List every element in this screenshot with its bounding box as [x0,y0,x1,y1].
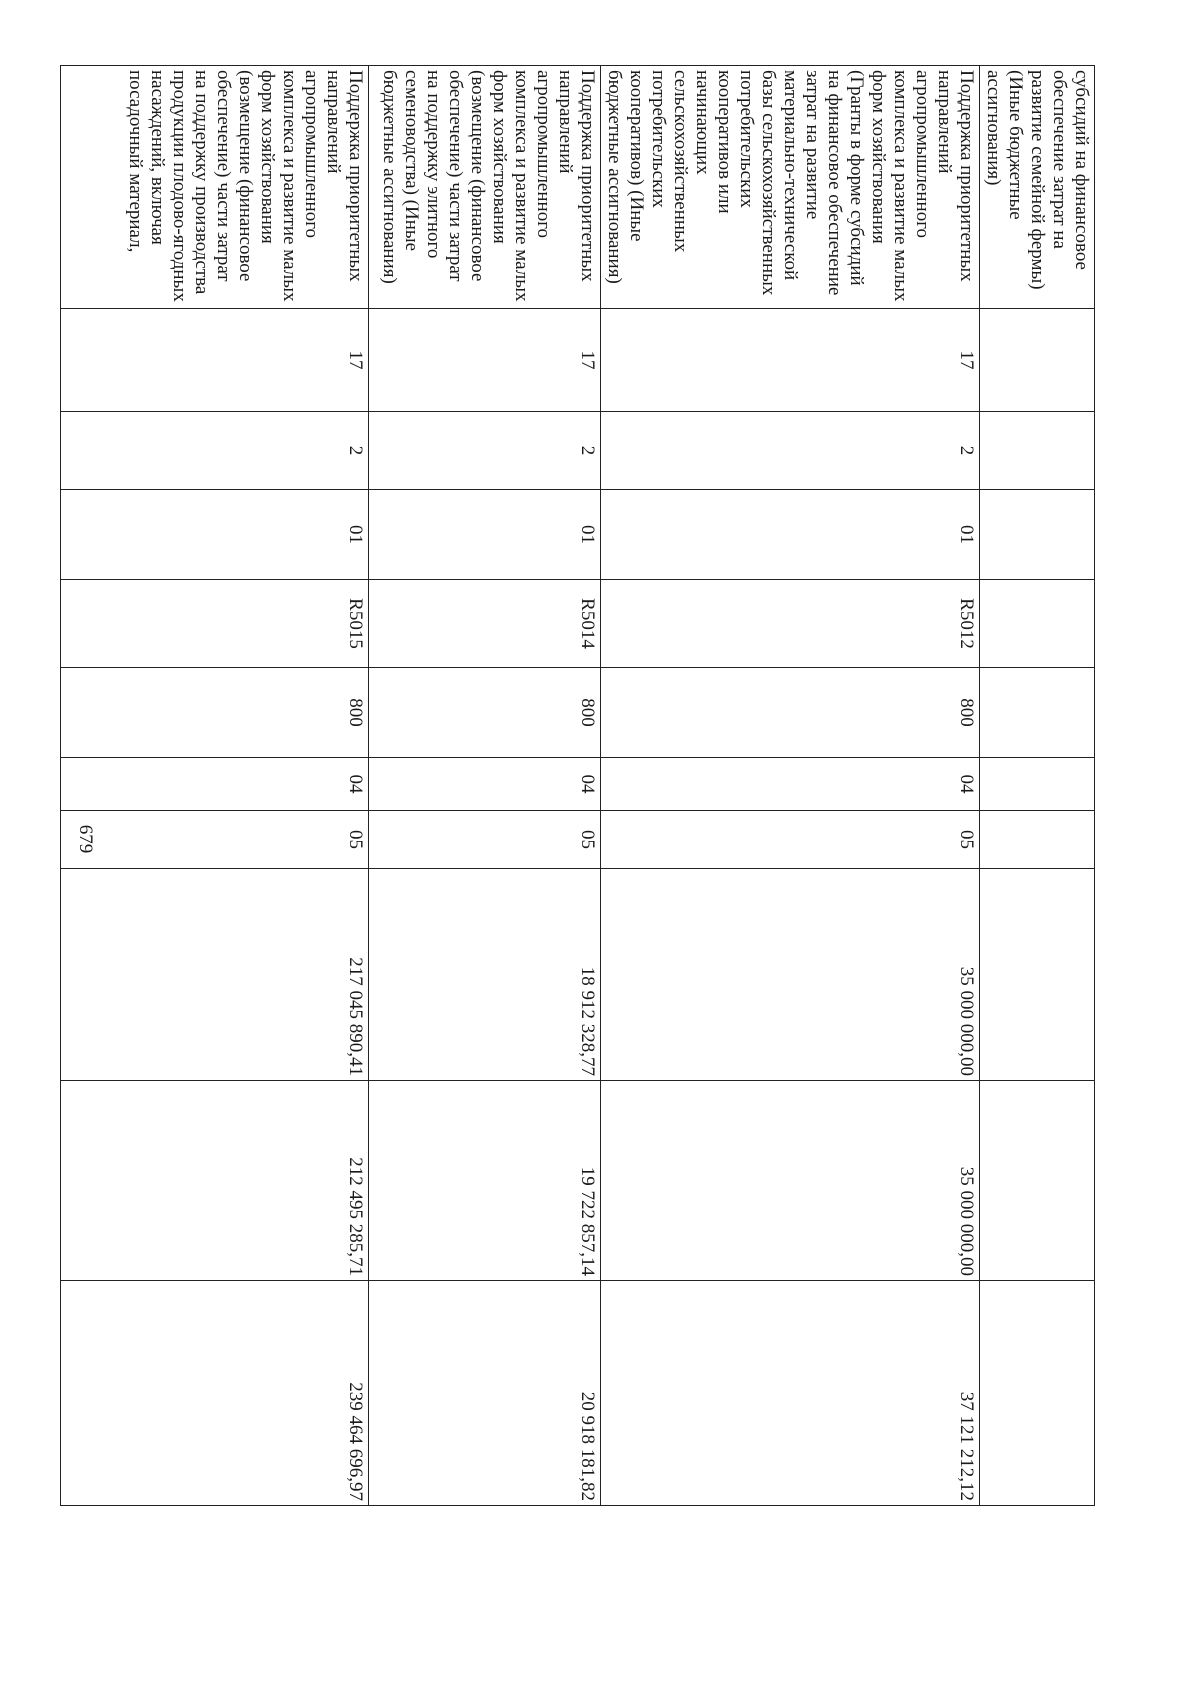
section-code: 04 [369,758,601,811]
program-code [980,309,1095,412]
amount-1: 18 912 328,77 [369,869,601,1081]
page-number: 679 [75,824,96,854]
subprogram-code: 2 [61,412,369,490]
amount-2: 19 722 857,14 [369,1081,601,1281]
expense-type-code: 800 [61,668,369,758]
main-event-code: 01 [369,490,601,580]
amount-2: 35 000 000,00 [601,1081,980,1281]
amount-2 [980,1081,1095,1281]
budget-table [60,65,1095,1506]
amount-1: 35 000 000,00 [601,869,980,1081]
subprogram-code: 2 [601,412,980,490]
expense-type-code: 800 [601,668,980,758]
table-row [980,66,1095,1506]
row-description: Поддержка приоритетных направлений агропромышленного комплекса и развитие малых форм хозяйствования (возмещение (финансовое обеспечение) части затрат на поддержку элитного семеноводства) (Иные бюджетные ассигнования) [369,66,601,309]
amount-1: 217 045 890,41 [61,869,369,1081]
row-description: Поддержка приоритетных направлений агропромышленного комплекса и развитие малых форм хозяйствования (возмещение (финансовое обеспечение) части затрат на поддержку производства продукции плодово-ягодных насаждений, включая посадочный материал, [61,66,369,309]
table-row [61,66,369,1506]
subprogram-code: 2 [369,412,601,490]
section-code [980,758,1095,811]
subsection-code: 05 [61,811,369,869]
direction-code [980,580,1095,668]
subsection-code: 05 [601,811,980,869]
amount-1 [980,869,1095,1081]
amount-3: 239 464 696,97 [61,1281,369,1506]
subsection-code: 05 [369,811,601,869]
subsection-code [980,811,1095,869]
rotated-table-wrapper [125,65,1095,1505]
direction-code: R5012 [601,580,980,668]
main-event-code: 01 [61,490,369,580]
program-code: 17 [61,309,369,412]
amount-2: 212 495 285,71 [61,1081,369,1281]
row-description: субсидий на финансовое обеспечение затрат на развитие семейной фермы) (Иные бюджетные ассигнования) [980,66,1095,309]
section-code: 04 [601,758,980,811]
amount-3: 20 918 181,82 [369,1281,601,1506]
main-event-code: 01 [601,490,980,580]
section-code: 04 [61,758,369,811]
subprogram-code [980,412,1095,490]
row-description: Поддержка приоритетных направлений агропромышленного комплекса и развитие малых форм хозяйствования (Гранты в форме субсидий на финансовое обеспечение затрат на развитие материально-технической базы сельскохозяйственных потребительских кооперативов или начинающих сельскохозяйственных потребительских кооперативов) (Иные бюджетные ассигнования) [601,66,980,309]
table-row [601,66,980,1506]
expense-type-code: 800 [369,668,601,758]
expense-type-code [980,668,1095,758]
main-event-code [980,490,1095,580]
amount-3 [980,1281,1095,1506]
direction-code: R5014 [369,580,601,668]
amount-3: 37 121 212,12 [601,1281,980,1506]
direction-code: R5015 [61,580,369,668]
program-code: 17 [369,309,601,412]
table-row [369,66,601,1506]
program-code: 17 [601,309,980,412]
